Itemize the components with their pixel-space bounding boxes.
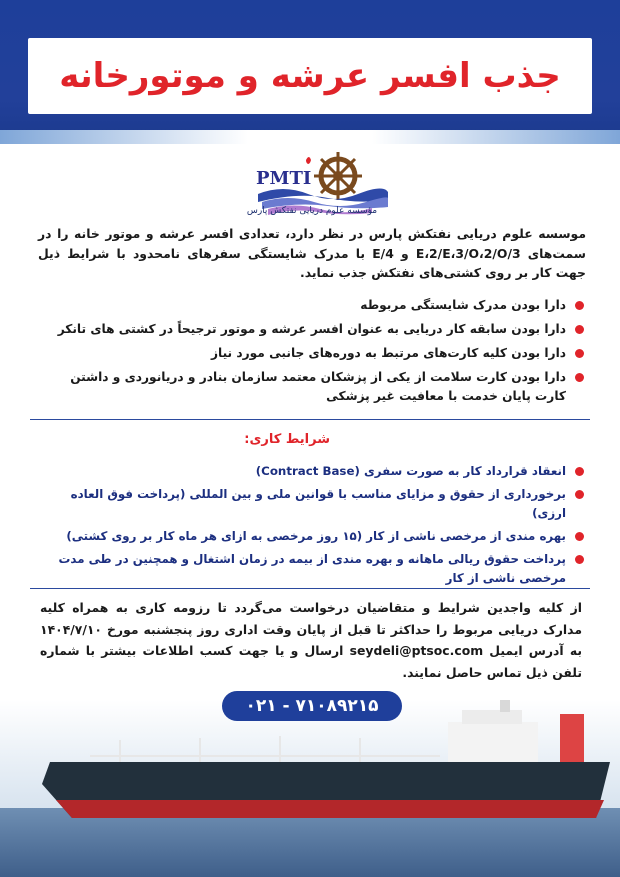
ship-wheel-icon (314, 152, 362, 200)
tanker-ship-scene (0, 700, 620, 877)
bullet-icon (575, 373, 584, 382)
bullet-icon (575, 467, 584, 476)
section-divider (30, 588, 590, 589)
conditions-list (38, 462, 586, 592)
title-box (28, 38, 592, 114)
conditions-title: شرایط کاری: (244, 432, 330, 447)
bullet-icon (575, 490, 584, 499)
list-item: انعقاد قرارداد کار به صورت سفری (Contract Base) (38, 462, 586, 481)
logo-text: PMTI (256, 168, 312, 189)
list-item: دارا بودن کارت سلامت از یکی از پزشکان معتمد سازمان بنادر و دریانوردی و داشتن کارت پایان خدمت با معافیت غیر پزشکی (38, 368, 586, 406)
page-title: جذب افسر عرشه و موتورخانه (59, 56, 561, 96)
logo-caption: مؤسسه علوم دریایی نفتکش پارس (246, 206, 378, 216)
list-item: دارا بودن کلیه کارت‌های مرتبط به دوره‌های جانبی مورد نیاز (38, 344, 586, 363)
header-band (0, 130, 620, 144)
list-item: دارا بودن مدرک شایستگی مربوطه (38, 296, 586, 315)
phone-number-badge[interactable]: ۰۲۱ - ۷۱۰۸۹۲۱۵ (222, 691, 402, 721)
bullet-icon (575, 349, 584, 358)
bullet-icon (575, 301, 584, 310)
email-address[interactable]: seydeli@ptsoc.com (349, 643, 484, 658)
list-item: دارا بودن سابقه کار دریایی به عنوان افسر عرشه و موتور ترجیحاً در کشتی های تانکر (38, 320, 586, 339)
bullet-icon (575, 555, 584, 564)
requirements-list (38, 296, 586, 411)
list-item: بهره مندی از مرخصی ناشی از کار (۱۵ روز مرخصی به ازای هر ماه کار بر روی کشتی) (38, 527, 586, 546)
closing-paragraph: از کلیه واجدین شرایط و متقاضیان درخواست می‌گردد تا رزومه کاری به همراه کلیه مدارک دریایی مربوط را حداکثر تا قبل از پایان وقت اداری روز پنجشنبه مورخ ۱۴۰۴/۷/۱۰ به آدرس ایمیل seydeli@ptsoc.com ارسال و یا جهت کسب اطلاعات بیشتر با شماره تلفن ذیل تماس حاصل نمایند. (40, 600, 582, 680)
list-item: برخورداری از حقوق و مزایای مناسب با قوانین ملی و بین المللی (پرداخت فوق العاده ارزی) (38, 485, 586, 523)
intro-paragraph: موسسه علوم دریایی نفتکش پارس در نظر دارد، تعدادی افسر عرشه و موتور خانه را در سمت‌های 3/E،2/E،3/O،2/O و 4/E با مدرک شایستگی سفرهای نامحدود با شرایط ذیل جهت کار بر روی کشتی‌های نفتکش جذب نماید. (38, 226, 586, 280)
list-item: پرداخت حقوق ریالی ماهانه و بهره مندی از بیمه در زمان اشتغال و همچنین در طی مدت مرخصی ناشی از کار (38, 550, 586, 588)
bullet-icon (575, 532, 584, 541)
bullet-icon (575, 325, 584, 334)
section-divider (30, 419, 590, 420)
flame-icon (306, 157, 311, 164)
